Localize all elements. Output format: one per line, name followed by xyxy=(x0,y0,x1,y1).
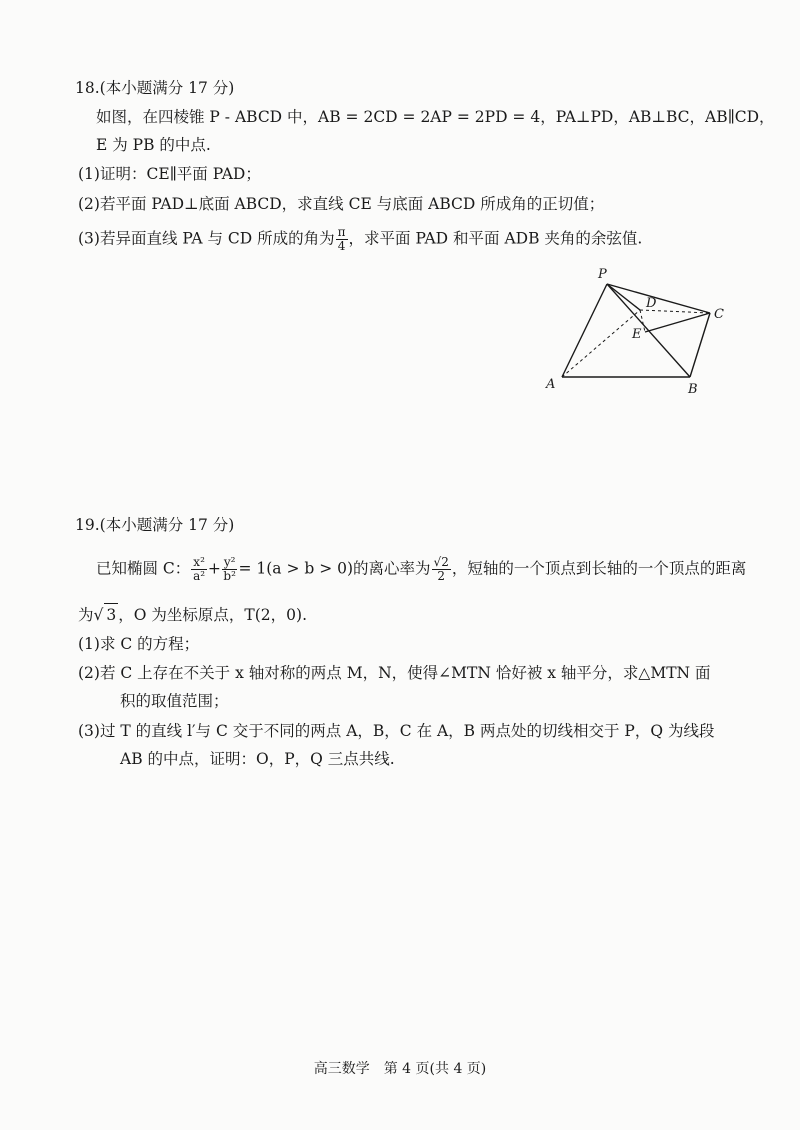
q19-intro-a: 已知椭圆 C： xyxy=(96,559,191,578)
fy-num: y² xyxy=(223,555,236,569)
ecc-num: √2 xyxy=(433,555,449,569)
segment-ce xyxy=(645,313,710,332)
q19-part3-b: AB 的中点，证明：O，P，Q 三点共线. xyxy=(120,750,395,768)
pi-over-4-fraction xyxy=(336,226,348,253)
plus-sign: + xyxy=(207,559,221,578)
q19-intro xyxy=(96,556,746,583)
q18-line1: 如图，在四棱锥 P - ABCD 中，AB = 2CD = 2AP = 2PD = 4，PA⊥PD，AB⊥BC，AB∥CD， xyxy=(96,108,775,126)
label-c: C xyxy=(714,307,724,322)
q19-part3-a: (3)过 T 的直线 l′与 C 交于不同的两点 A，B，C 在 A，B 两点处的切线相交于 P，Q 为线段 xyxy=(78,722,715,740)
y2-over-b2 xyxy=(222,556,238,583)
sqrt-three: 3 xyxy=(104,603,118,626)
edge-ad-hidden xyxy=(562,310,640,377)
edge-ap xyxy=(562,284,607,377)
edge-pc xyxy=(607,284,710,313)
q18-part2: (2)若平面 PAD⊥底面 ABCD，求直线 CE 与底面 ABCD 所成角的正切值； xyxy=(78,195,605,213)
q19-intro-c: ，短轴的一个顶点到长轴的一个顶点的距离 xyxy=(451,559,747,578)
page-footer: 高三数学 第 4 页(共 4 页) xyxy=(313,1061,487,1077)
q19-header: 19.(本小题满分 17 分) xyxy=(75,516,235,534)
label-a: A xyxy=(546,377,556,392)
edge-pd xyxy=(607,284,640,310)
q19-line2-b: ，O 为坐标原点，T(2，0). xyxy=(118,606,307,624)
q19-intro-b: = 1(a > b > 0)的离心率为 xyxy=(238,559,431,578)
fx-num: x² xyxy=(193,555,205,569)
fx-den: a² xyxy=(193,569,206,583)
q19-part1: (1)求 C 的方程； xyxy=(78,635,200,653)
q18-part1: (1)证明：CE∥平面 PAD； xyxy=(78,165,261,183)
pyramid-figure xyxy=(540,262,740,402)
label-e: E xyxy=(632,327,642,342)
q18-part3-text-b: ，求平面 PAD 和平面 ADB 夹角的余弦值. xyxy=(348,229,643,248)
label-d: D xyxy=(646,296,657,311)
q18-part3-text-a: (3)若异面直线 PA 与 CD 所成的角为 xyxy=(78,229,335,248)
q19-part2-b: 积的取值范围； xyxy=(120,692,229,710)
q18-line2: E 为 PB 的中点. xyxy=(96,136,211,154)
q19-line2: 为√ 3 ，O 为坐标原点，T(2，0). xyxy=(78,603,307,626)
q18-part3 xyxy=(78,226,642,253)
fy-den: b² xyxy=(223,569,236,583)
frac-num: π xyxy=(337,225,346,239)
label-p: P xyxy=(598,267,607,282)
ecc-den: 2 xyxy=(437,569,445,583)
q18-header: 18.(本小题满分 17 分) xyxy=(75,79,235,97)
q19-part2-a: (2)若 C 上存在不关于 x 轴对称的两点 M，N，使得∠MTN 恰好被 x 轴平分，求△MTN 面 xyxy=(78,664,711,682)
eccentricity-fraction xyxy=(432,556,451,583)
q19-line2-a: 为 xyxy=(78,606,94,624)
x2-over-a2 xyxy=(191,556,207,583)
frac-den: 4 xyxy=(337,239,346,253)
edge-bc xyxy=(690,313,710,377)
label-b: B xyxy=(688,382,698,397)
